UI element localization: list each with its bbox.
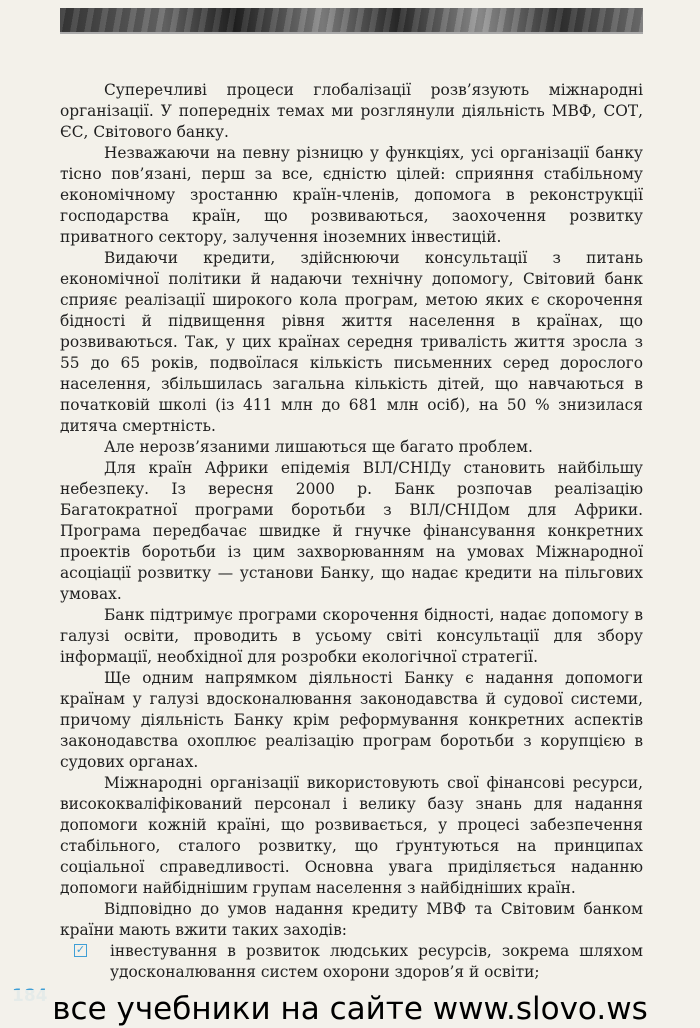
paragraph: Для країн Африки епідемія ВІЛ/СНІДу становить найбільшу небезпеку. Із вересня 2000 р. Банк розпочав реалізацію Багатократної програми боротьби з ВІЛ/СНІДом для Африки. Програма передбачає швидке й гнучке фінансування конкретних проектів боротьби із цим захворюванням на умовах Міжнародної асоціації розвитку — установи Банку, що надає кредити на пільгових умовах. (60, 459, 643, 603)
body-text (60, 80, 643, 983)
paragraph: Незважаючи на певну різницю у функціях, усі організації банку тісно пов’язані, перш за все, єдністю цілей: сприяння стабільному економічному зростанню країн-членів, допомога в реконструкції господарства країн, що розвиваються, заохочення розвитку приватного сектору, залучення іноземних інвестицій. (60, 144, 643, 246)
paragraph: Видаючи кредити, здійснюючи консультації з питань економічної політики й надаючи технічну допомогу, Світовий банк сприяє реалізації широкого кола програм, метою яких є скорочення бідності й підвищення рівня життя населення в країнах, що розвиваються. Так, у цих країнах середня тривалість життя зросла з 55 до 65 років, подвоїлася кількість письменних серед дорослого населення, збільшилась загальна кількість дітей, що навчаються в початковій школі (із 411 млн до 681 млн осіб), на 50 % знизилася дитяча смертність. (60, 249, 643, 435)
watermark-footer: все учебники на сайте www.slovo.ws (0, 990, 700, 1028)
paragraph: Банк підтримує програми скорочення бідності, надає допомогу в галузі освіти, проводить в усьому світі консультації для збору інформації, необхідної для розробки екологічної стратегії. (60, 606, 643, 666)
list-item-text: інвестування в розвиток людських ресурсів, зокрема шляхом удосконалювання систем охорони здоров’я й освіти; (110, 942, 643, 981)
list-item (60, 941, 643, 983)
paragraph: Міжнародні організації використовують свої фінансові ресурси, висококваліфікований персонал і велику базу знань для надання допомоги кожній країні, що розвивається, у процесі забезпечення стабільного, сталого розвитку, що ґрунтуються на принципах соціальної справедливості. Основна увага приділяється наданню допомоги найбіднішим групам населення з найбідніших країн. (60, 774, 643, 897)
header-banner-image (60, 8, 643, 34)
checkbox-bullet-icon: ✓ (75, 943, 86, 956)
paragraph: Відповідно до умов надання кредиту МВФ та Світовим банком країни мають вжити таких заходів: (60, 900, 643, 939)
paragraph: Але нерозв’язаними лишаються ще багато проблем. (104, 438, 533, 456)
paragraph: Ще одним напрямком діяльності Банку є надання допомоги країнам у галузі вдосконалювання законодавства й судової системи, причому діяльність Банку крім реформування конкретних аспектів законодавства охоплює реалізацію програм боротьби з корупцією в судових органах. (60, 669, 643, 771)
paragraph: Суперечливі процеси глобалізації розв’язують міжнародні організації. У попередніх темах ми розглянули діяльність МВФ, СОТ, ЄС, Світового банку. (60, 81, 643, 141)
